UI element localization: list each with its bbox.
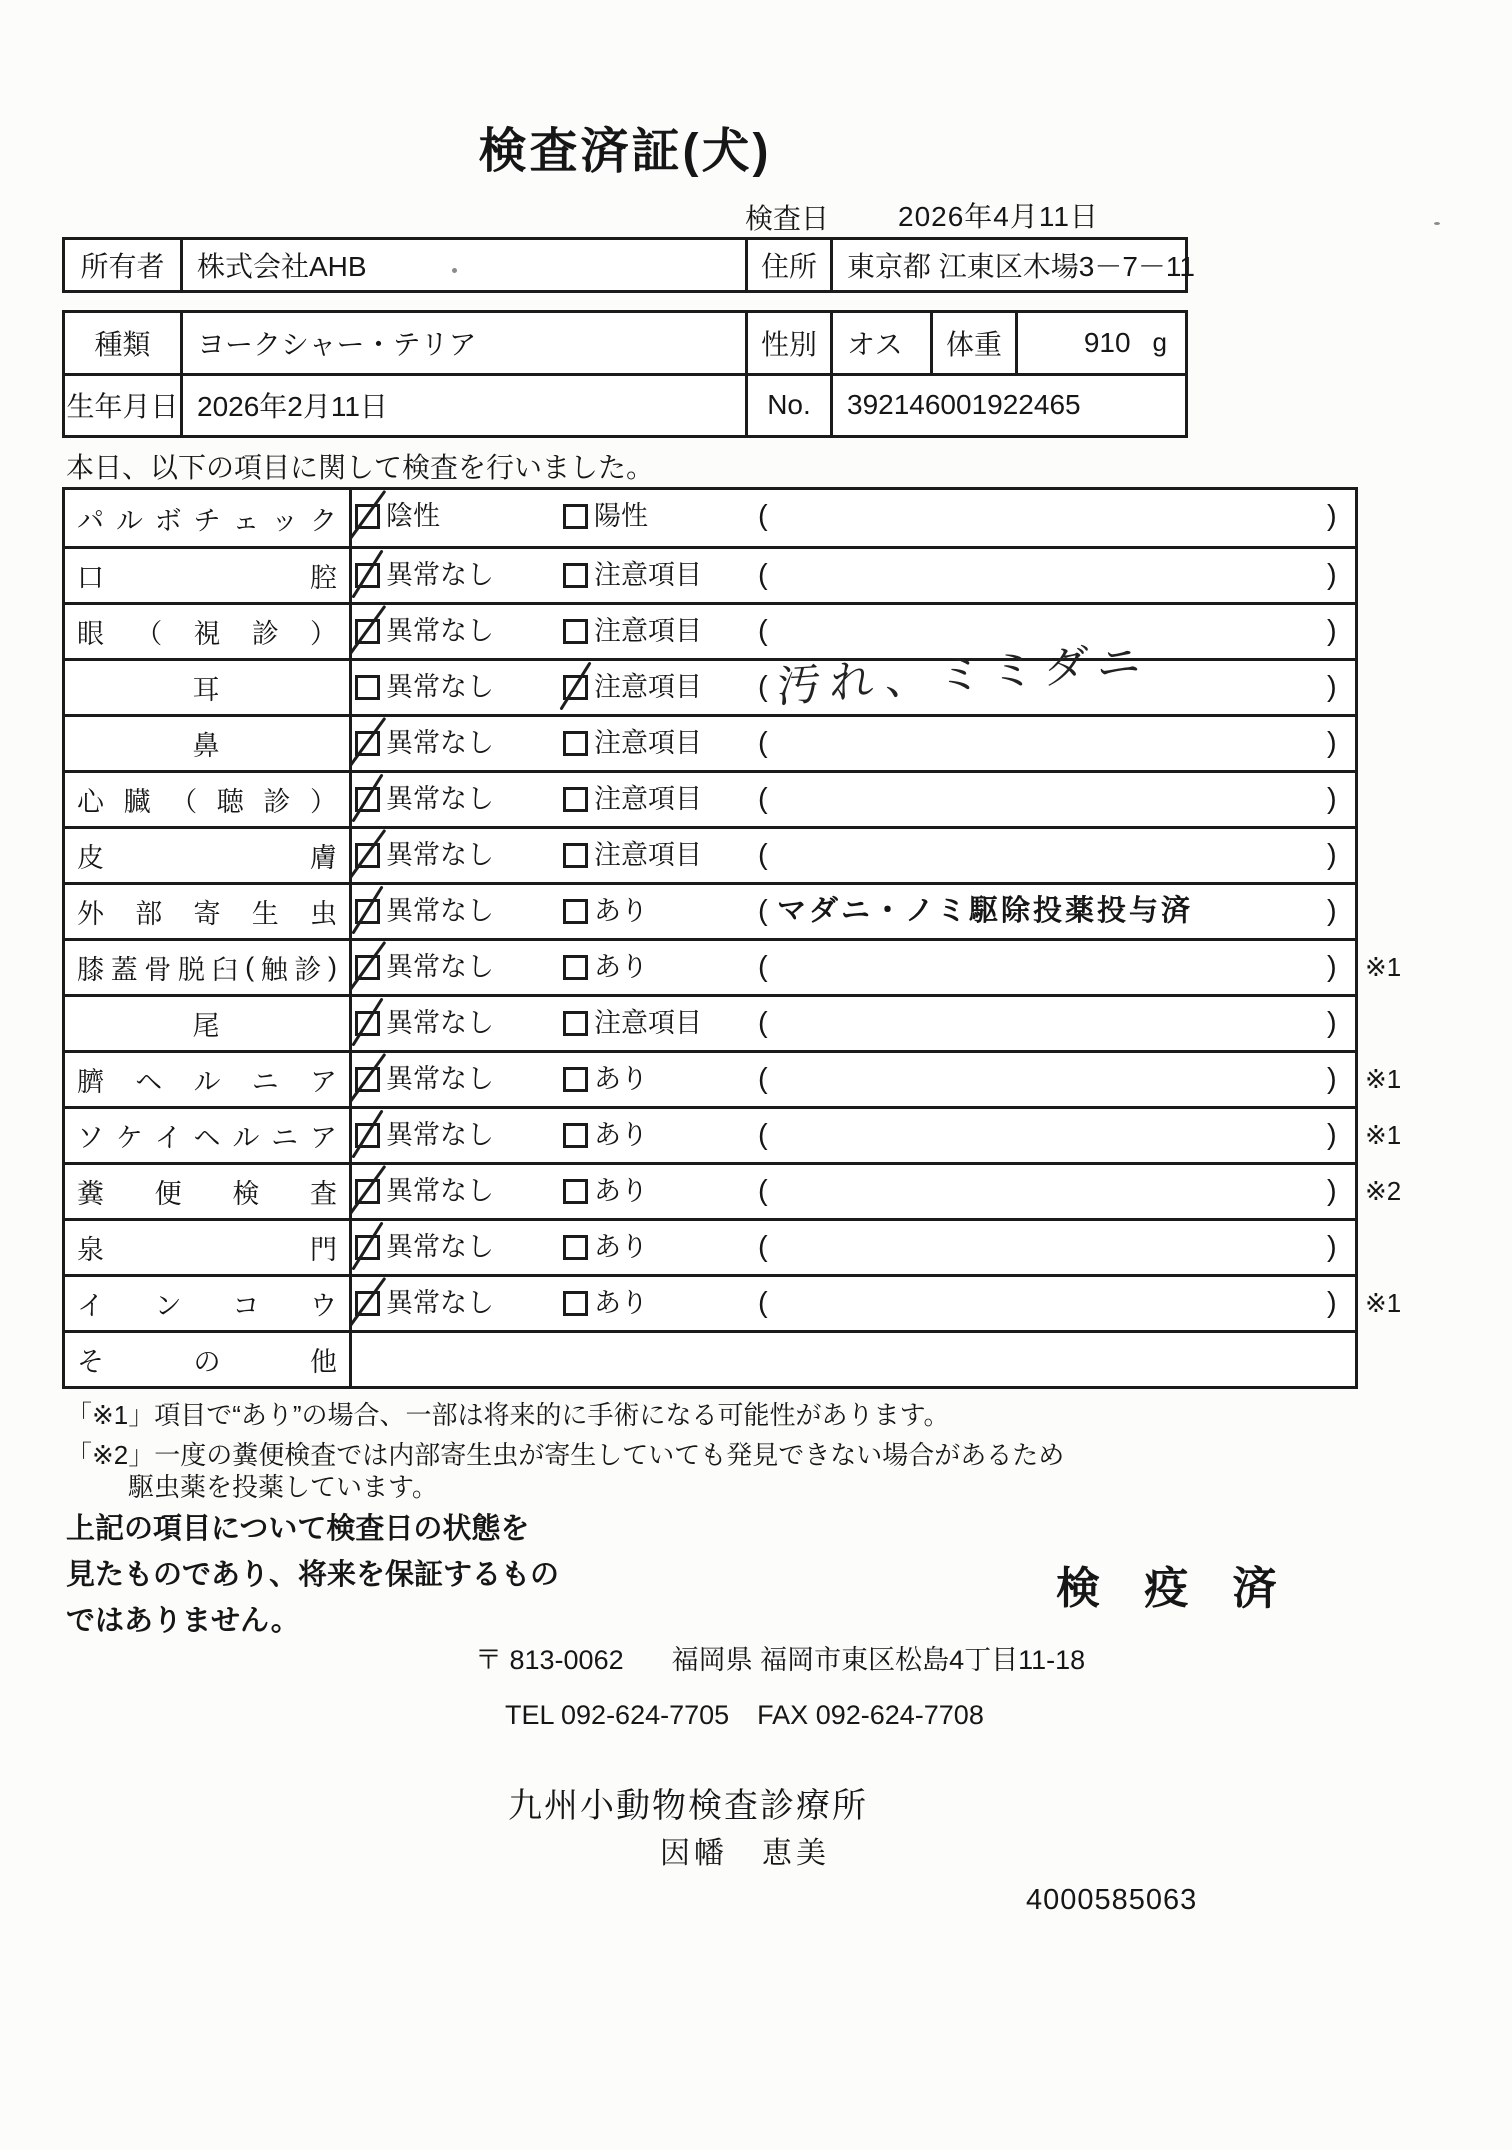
- paren-close-icon: ): [1327, 1175, 1337, 1207]
- weight-number: 910: [1083, 326, 1131, 358]
- exam-option-label: 注意項目: [594, 560, 702, 590]
- checkbox-checked: [355, 504, 380, 529]
- checkbox-unchecked: [563, 504, 588, 529]
- exam-option-label: 異常なし: [386, 952, 494, 982]
- paren-open-icon: (: [758, 1063, 768, 1095]
- exam-item-label: 泉 門: [65, 1221, 352, 1274]
- exam-option-label: 異常なし: [386, 1288, 494, 1318]
- exam-row: [65, 1330, 1355, 1386]
- paren-close-icon: ): [1327, 1231, 1337, 1263]
- paren-open-icon: (: [758, 727, 768, 759]
- exam-item-label: 臍 ヘ ル ニ ア: [65, 1053, 352, 1106]
- exam-option-label: 異常なし: [386, 896, 494, 926]
- birth-label: 生年月日: [66, 391, 179, 423]
- checkbox-checked: [355, 955, 380, 980]
- disclaimer-line: 上記の項目について検査日の状態を: [66, 1513, 530, 1545]
- exam-option-label: 注意項目: [594, 840, 702, 870]
- paren-open-icon: (: [758, 1231, 768, 1263]
- disclaimer-paragraph: [66, 1506, 559, 1644]
- exam-row: [65, 994, 1355, 1050]
- intro-sentence: 本日、以下の項目に関して検査を行いました。: [66, 452, 655, 483]
- checkbox-checked: [355, 1179, 380, 1204]
- exam-item-label: 皮 膚: [65, 829, 352, 882]
- exam-option-label: 異常なし: [386, 1176, 494, 1206]
- weight-value: [1015, 313, 1185, 373]
- paren-open-icon: (: [758, 951, 768, 983]
- clinic-postal-line: [475, 1638, 1085, 1677]
- paren-close-icon: ): [1327, 783, 1337, 815]
- checkbox-unchecked: [563, 1179, 588, 1204]
- paren-close-icon: ): [1327, 671, 1337, 703]
- footnote-marker: ※1: [1365, 1064, 1402, 1094]
- exam-item-label: そ の 他: [65, 1333, 352, 1386]
- checkbox-unchecked: [563, 899, 588, 924]
- exam-item-label: 心 臓 （ 聴 診 ）: [65, 773, 352, 826]
- quarantine-stamp: 検 疫 済: [1056, 1564, 1293, 1613]
- exam-option-label: 異常なし: [386, 1008, 494, 1038]
- sex-label: 性別: [745, 313, 830, 373]
- exam-date-label: 検査日: [745, 203, 830, 234]
- checkbox-checked: [355, 1235, 380, 1260]
- exam-option-label: あり: [594, 896, 648, 926]
- paren-close-icon: ): [1327, 727, 1337, 759]
- exam-option-label: あり: [594, 1288, 648, 1318]
- sex-value: オス: [830, 313, 930, 373]
- pet-row-1: [65, 313, 1185, 373]
- clinic-postal-code: 〒 813-0062: [475, 1645, 624, 1675]
- pet-table: [62, 310, 1188, 438]
- checkbox-checked: [355, 1067, 380, 1092]
- exam-option-label: 異常なし: [386, 728, 494, 758]
- exam-row: [65, 602, 1355, 658]
- address-value: 東京都 江東区木場3－7－11: [830, 240, 1195, 290]
- exam-option-label: あり: [594, 1120, 648, 1150]
- exam-row: [65, 1106, 1402, 1162]
- footnote-marker: ※1: [1365, 952, 1402, 982]
- checkbox-unchecked: [355, 675, 380, 700]
- owner-table: [62, 237, 1195, 293]
- checkbox-checked: [563, 675, 588, 700]
- checkbox-unchecked: [563, 1067, 588, 1092]
- exam-item-label: 口 腔: [65, 549, 352, 602]
- exam-option-label: 異常なし: [386, 784, 494, 814]
- paren-close-icon: ): [1327, 1063, 1337, 1095]
- breed-label: 種類: [94, 328, 151, 360]
- checkbox-checked: [355, 787, 380, 812]
- exam-row: [65, 826, 1355, 882]
- paren-open-icon: (: [758, 615, 768, 647]
- breed-value: ヨークシャー・テリア: [180, 313, 745, 373]
- exam-option-label: 注意項目: [594, 616, 702, 646]
- exam-item-label: 膝 蓋 骨 脱 臼 ( 触 診 ): [65, 941, 352, 994]
- paren-open-icon: (: [758, 1119, 768, 1151]
- exam-item-label: ソ ケ イ ヘ ル ニ ア: [65, 1109, 352, 1162]
- exam-option-label: 陰性: [386, 501, 440, 531]
- exam-item-label: 尾: [65, 997, 352, 1050]
- checkbox-unchecked: [563, 787, 588, 812]
- footnote-marker: ※2: [1365, 1176, 1402, 1206]
- exam-item-label: 鼻: [65, 717, 352, 770]
- paren-open-icon: (: [758, 1287, 768, 1319]
- exam-option-label: 異常なし: [386, 560, 494, 590]
- address-label: 住所: [745, 240, 830, 290]
- checkbox-unchecked: [563, 731, 588, 756]
- no-label: No.: [745, 376, 830, 436]
- checkbox-unchecked: [563, 619, 588, 644]
- exam-item-label: 外 部 寄 生 虫: [65, 885, 352, 938]
- pet-row-2: [65, 373, 1185, 436]
- checkbox-checked: [355, 899, 380, 924]
- page-title: 検査済証(犬): [478, 125, 772, 178]
- disclaimer-line: ではありません。: [66, 1605, 300, 1637]
- checkbox-unchecked: [563, 563, 588, 588]
- owner-label: 所有者: [80, 251, 165, 282]
- exam-row: [65, 636, 1355, 714]
- checkbox-checked: [355, 731, 380, 756]
- paren-close-icon: ): [1327, 951, 1337, 983]
- exam-option-label: 異常なし: [386, 840, 494, 870]
- checkbox-checked: [355, 1011, 380, 1036]
- exam-item-label: イ ン コ ウ: [65, 1277, 352, 1330]
- paren-open-icon: (: [758, 783, 768, 815]
- paren-open-icon: (: [758, 839, 768, 871]
- paren-close-icon: ): [1327, 1007, 1337, 1039]
- checkbox-unchecked: [563, 1123, 588, 1148]
- exam-row: [65, 490, 1355, 546]
- paren-open-icon: (: [758, 500, 768, 532]
- exam-item-label: 耳: [65, 661, 352, 714]
- checkbox-unchecked: [563, 1011, 588, 1036]
- clinic-tel: TEL 092-624-7705: [505, 1700, 730, 1730]
- no-value: 392146001922465: [830, 376, 1185, 436]
- weight-unit: g: [1152, 327, 1167, 358]
- footnote-2-continued: 駆虫薬を投薬しています。: [128, 1472, 438, 1502]
- paren-open-icon: (: [758, 895, 768, 927]
- birth-value: 2026年2月11日: [180, 376, 745, 436]
- footnote-1: 「※1」項目で“あり”の場合、一部は将来的に手術になる可能性があります。: [66, 1400, 950, 1430]
- checkbox-checked: [355, 1291, 380, 1316]
- paren-close-icon: ): [1327, 895, 1337, 927]
- exam-date-value: 2026年4月11日: [898, 201, 1099, 232]
- paren-open-icon: (: [758, 1175, 768, 1207]
- document-number: 4000585063: [1026, 1884, 1198, 1916]
- owner-value: 株式会社AHB: [180, 240, 745, 290]
- exam-row: [65, 546, 1355, 602]
- clinic-fax: FAX 092-624-7708: [757, 1700, 984, 1730]
- checkbox-checked: [355, 1123, 380, 1148]
- checkbox-unchecked: [563, 1291, 588, 1316]
- paren-open-icon: (: [758, 1007, 768, 1039]
- exam-option-label: 異常なし: [386, 1232, 494, 1262]
- clinic-name: 九州小動物検査診療所: [508, 1787, 868, 1825]
- disclaimer-line: 見たものであり、将来を保証するもの: [66, 1559, 560, 1591]
- scan-speck: [452, 268, 457, 273]
- exam-row: [65, 770, 1355, 826]
- exam-row: [65, 1218, 1355, 1274]
- checkbox-unchecked: [563, 843, 588, 868]
- paren-close-icon: ): [1327, 1119, 1337, 1151]
- footnote-2: 「※2」一度の糞便検査では内部寄生虫が寄生していても発見できない場合があるため: [66, 1440, 1065, 1470]
- veterinarian-name: 因幡 恵美: [660, 1837, 830, 1870]
- exam-option-label: 注意項目: [594, 672, 702, 702]
- checkbox-unchecked: [563, 1235, 588, 1260]
- paren-close-icon: ): [1327, 1287, 1337, 1319]
- footnote-marker: ※1: [1365, 1288, 1402, 1318]
- paren-close-icon: ): [1327, 839, 1337, 871]
- exam-row: [65, 714, 1355, 770]
- paren-open-icon: (: [758, 559, 768, 591]
- paren-close-icon: ): [1327, 500, 1337, 532]
- clinic-address: 福岡県 福岡市東区松島4丁目11-18: [671, 1645, 1086, 1675]
- owner-row: [65, 240, 1195, 290]
- exam-option-label: 陽性: [594, 501, 648, 531]
- exam-note: マダニ・ノミ駆除投薬投与済: [777, 895, 1194, 927]
- exam-option-label: 注意項目: [594, 1008, 702, 1038]
- exam-option-label: 注意項目: [594, 784, 702, 814]
- paren-close-icon: ): [1327, 559, 1337, 591]
- exam-item-label: パ ル ボ チ ェ ッ ク: [65, 490, 352, 546]
- exam-option-label: 異常なし: [386, 672, 494, 702]
- exam-option-label: あり: [594, 1232, 648, 1262]
- exam-option-label: 注意項目: [594, 728, 702, 758]
- paren-open-icon: (: [758, 671, 768, 703]
- exam-option-label: 異常なし: [386, 1064, 494, 1094]
- checkbox-checked: [355, 563, 380, 588]
- exam-row: [65, 1162, 1402, 1218]
- exam-table: [62, 487, 1402, 1389]
- exam-row: [65, 1050, 1402, 1106]
- exam-option-label: あり: [594, 952, 648, 982]
- exam-item-label: 糞 便 検 査: [65, 1165, 352, 1218]
- exam-row: [65, 938, 1402, 994]
- exam-option-label: あり: [594, 1064, 648, 1094]
- exam-row: [65, 882, 1355, 938]
- checkbox-unchecked: [563, 955, 588, 980]
- exam-item-label: 眼 （ 視 診 ）: [65, 605, 352, 658]
- scan-speck: [1434, 222, 1440, 225]
- checkbox-checked: [355, 843, 380, 868]
- exam-row: [65, 1274, 1402, 1330]
- exam-option-label: 異常なし: [386, 616, 494, 646]
- weight-label: 体重: [930, 313, 1015, 373]
- footnote-marker: ※1: [1365, 1120, 1402, 1150]
- checkbox-checked: [355, 619, 380, 644]
- clinic-tel-line: [505, 1700, 984, 1731]
- exam-option-label: 異常なし: [386, 1120, 494, 1150]
- exam-note: 汚れ、ミミダニ: [776, 636, 1151, 713]
- paren-close-icon: ): [1327, 615, 1337, 647]
- exam-option-label: あり: [594, 1176, 648, 1206]
